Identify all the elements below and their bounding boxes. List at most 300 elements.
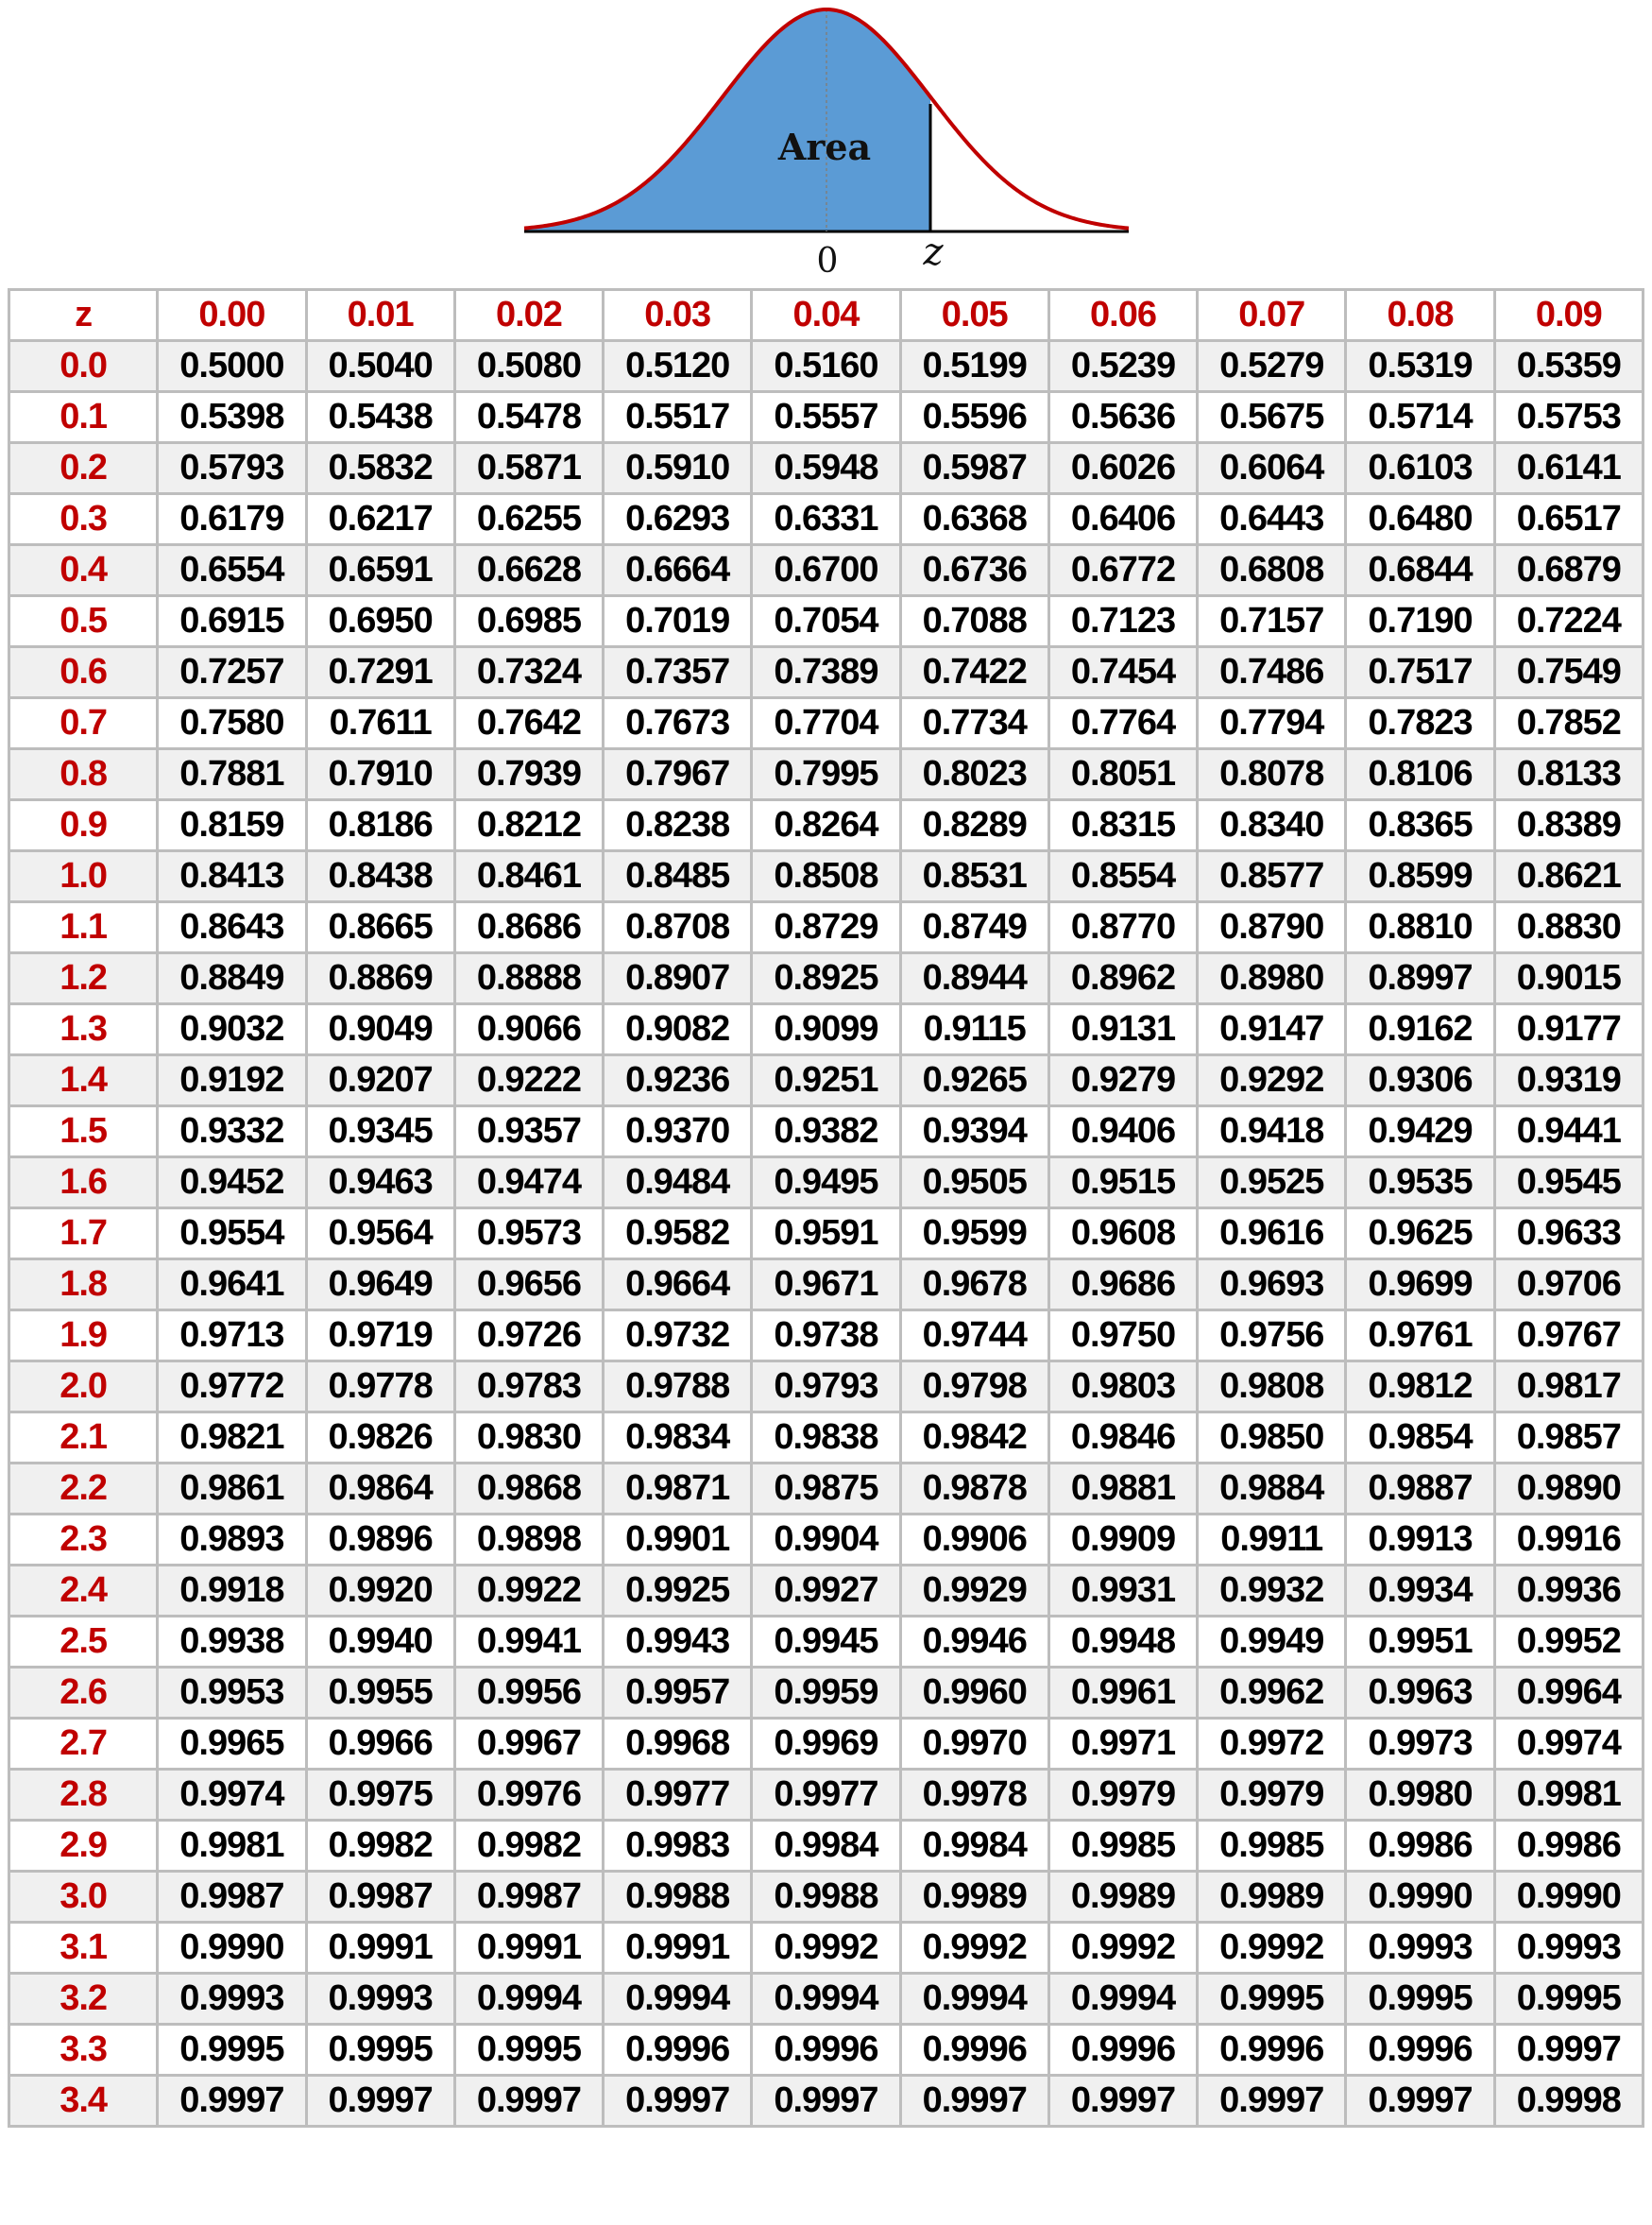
table-cell: 0.6179: [158, 494, 306, 545]
table-cell: 0.9997: [604, 2076, 752, 2127]
table-cell: 0.9965: [158, 1719, 306, 1770]
table-cell: 0.9949: [1198, 1617, 1346, 1668]
table-cell: 0.8365: [1346, 800, 1494, 851]
table-row: [9, 1310, 1643, 1361]
table-cell: 0.9744: [900, 1310, 1048, 1361]
table-cell: 0.8159: [158, 800, 306, 851]
table-cell: 0.6772: [1048, 545, 1197, 596]
table-cell: 0.9994: [752, 1974, 900, 2025]
table-cell: 0.9756: [1198, 1310, 1346, 1361]
table-cell: 0.9834: [604, 1412, 752, 1463]
table-cell: 0.9726: [454, 1310, 603, 1361]
row-z-label: 2.7: [9, 1719, 158, 1770]
row-z-label: 1.2: [9, 953, 158, 1004]
table-cell: 0.7123: [1048, 596, 1197, 647]
table-cell: 0.9995: [1198, 1974, 1346, 2025]
table-cell: 0.8485: [604, 851, 752, 902]
table-cell: 0.9931: [1048, 1566, 1197, 1617]
header-col: 0.06: [1048, 290, 1197, 341]
table-row: [9, 2076, 1643, 2127]
table-cell: 0.5199: [900, 341, 1048, 392]
table-cell: 0.6141: [1494, 443, 1643, 494]
table-cell: 0.6064: [1198, 443, 1346, 494]
row-z-label: 3.1: [9, 1923, 158, 1974]
table-cell: 0.9616: [1198, 1208, 1346, 1259]
table-cell: 0.9996: [1346, 2025, 1494, 2076]
table-cell: 0.9641: [158, 1259, 306, 1310]
table-cell: 0.6879: [1494, 545, 1643, 596]
table-cell: 0.9996: [1198, 2025, 1346, 2076]
table-cell: 0.8023: [900, 749, 1048, 800]
table-cell: 0.9990: [1346, 1872, 1494, 1923]
table-cell: 0.9994: [900, 1974, 1048, 2025]
table-cell: 0.8643: [158, 902, 306, 953]
table-cell: 0.9893: [158, 1515, 306, 1566]
table-cell: 0.8790: [1198, 902, 1346, 953]
table-cell: 0.9821: [158, 1412, 306, 1463]
table-cell: 0.9984: [752, 1821, 900, 1872]
table-cell: 0.6808: [1198, 545, 1346, 596]
table-cell: 0.8925: [752, 953, 900, 1004]
table-cell: 0.9909: [1048, 1515, 1197, 1566]
header-col: 0.04: [752, 290, 900, 341]
table-cell: 0.9474: [454, 1157, 603, 1208]
table-cell: 0.9901: [604, 1515, 752, 1566]
table-cell: 0.5832: [306, 443, 454, 494]
table-cell: 0.6406: [1048, 494, 1197, 545]
table-cell: 0.9656: [454, 1259, 603, 1310]
table-cell: 0.9319: [1494, 1055, 1643, 1106]
table-cell: 0.9871: [604, 1463, 752, 1515]
table-cell: 0.9985: [1048, 1821, 1197, 1872]
table-cell: 0.9964: [1494, 1668, 1643, 1719]
table-cell: 0.9066: [454, 1004, 603, 1055]
table-cell: 0.8708: [604, 902, 752, 953]
table-cell: 0.5080: [454, 341, 603, 392]
table-cell: 0.6844: [1346, 545, 1494, 596]
table-cell: 0.5160: [752, 341, 900, 392]
table-row: [9, 647, 1643, 698]
table-cell: 0.9997: [306, 2076, 454, 2127]
table-cell: 0.7967: [604, 749, 752, 800]
table-cell: 0.6950: [306, 596, 454, 647]
table-cell: 0.9671: [752, 1259, 900, 1310]
table-cell: 0.9582: [604, 1208, 752, 1259]
table-cell: 0.7389: [752, 647, 900, 698]
row-z-label: 0.5: [9, 596, 158, 647]
table-row: [9, 1770, 1643, 1821]
table-cell: 0.7734: [900, 698, 1048, 749]
table-cell: 0.9945: [752, 1617, 900, 1668]
table-cell: 0.9778: [306, 1361, 454, 1412]
table-cell: 0.9988: [752, 1872, 900, 1923]
table-cell: 0.5120: [604, 341, 752, 392]
table-cell: 0.9959: [752, 1668, 900, 1719]
table-cell: 0.5948: [752, 443, 900, 494]
table-cell: 0.9292: [1198, 1055, 1346, 1106]
row-z-label: 3.2: [9, 1974, 158, 2025]
row-z-label: 2.9: [9, 1821, 158, 1872]
table-cell: 0.9192: [158, 1055, 306, 1106]
table-cell: 0.9686: [1048, 1259, 1197, 1310]
table-cell: 0.7852: [1494, 698, 1643, 749]
table-cell: 0.9896: [306, 1515, 454, 1566]
table-cell: 0.6443: [1198, 494, 1346, 545]
table-cell: 0.9713: [158, 1310, 306, 1361]
row-z-label: 0.8: [9, 749, 158, 800]
table-cell: 0.9989: [1048, 1872, 1197, 1923]
table-cell: 0.7157: [1198, 596, 1346, 647]
table-cell: 0.9981: [1494, 1770, 1643, 1821]
table-cell: 0.8770: [1048, 902, 1197, 953]
table-cell: 0.9916: [1494, 1515, 1643, 1566]
row-z-label: 0.3: [9, 494, 158, 545]
table-cell: 0.5596: [900, 392, 1048, 443]
table-cell: 0.7190: [1346, 596, 1494, 647]
table-cell: 0.9995: [454, 2025, 603, 2076]
table-cell: 0.9452: [158, 1157, 306, 1208]
row-z-label: 1.9: [9, 1310, 158, 1361]
table-cell: 0.9995: [306, 2025, 454, 2076]
table-cell: 0.9719: [306, 1310, 454, 1361]
row-z-label: 1.0: [9, 851, 158, 902]
table-cell: 0.9838: [752, 1412, 900, 1463]
table-cell: 0.9925: [604, 1566, 752, 1617]
table-cell: 0.8340: [1198, 800, 1346, 851]
table-cell: 0.9993: [1346, 1923, 1494, 1974]
table-cell: 0.5557: [752, 392, 900, 443]
table-cell: 0.6517: [1494, 494, 1643, 545]
table-cell: 0.9974: [158, 1770, 306, 1821]
table-cell: 0.9956: [454, 1668, 603, 1719]
table-row: [9, 341, 1643, 392]
table-cell: 0.9974: [1494, 1719, 1643, 1770]
table-cell: 0.9826: [306, 1412, 454, 1463]
table-cell: 0.8729: [752, 902, 900, 953]
table-cell: 0.9878: [900, 1463, 1048, 1515]
table-cell: 0.8849: [158, 953, 306, 1004]
table-cell: 0.9995: [158, 2025, 306, 2076]
table-cell: 0.9788: [604, 1361, 752, 1412]
table-row: [9, 1668, 1643, 1719]
table-cell: 0.9927: [752, 1566, 900, 1617]
table-cell: 0.9994: [604, 1974, 752, 2025]
row-z-label: 0.1: [9, 392, 158, 443]
table-cell: 0.8749: [900, 902, 1048, 953]
table-cell: 0.9049: [306, 1004, 454, 1055]
table-cell: 0.9803: [1048, 1361, 1197, 1412]
table-cell: 0.5319: [1346, 341, 1494, 392]
table-cell: 0.9265: [900, 1055, 1048, 1106]
table-row: [9, 902, 1643, 953]
table-cell: 0.8686: [454, 902, 603, 953]
table-cell: 0.9979: [1198, 1770, 1346, 1821]
header-row: [9, 290, 1643, 341]
table-row: [9, 1412, 1643, 1463]
table-cell: 0.5636: [1048, 392, 1197, 443]
table-row: [9, 1004, 1643, 1055]
table-cell: 0.9608: [1048, 1208, 1197, 1259]
table-cell: 0.9941: [454, 1617, 603, 1668]
table-row: [9, 698, 1643, 749]
table-cell: 0.9977: [752, 1770, 900, 1821]
table-cell: 0.9898: [454, 1515, 603, 1566]
table-cell: 0.9032: [158, 1004, 306, 1055]
table-cell: 0.9993: [306, 1974, 454, 2025]
table-cell: 0.9997: [454, 2076, 603, 2127]
row-z-label: 2.3: [9, 1515, 158, 1566]
table-cell: 0.8212: [454, 800, 603, 851]
table-cell: 0.9525: [1198, 1157, 1346, 1208]
table-row: [9, 1923, 1643, 1974]
table-cell: 0.7054: [752, 596, 900, 647]
row-z-label: 0.6: [9, 647, 158, 698]
row-z-label: 2.1: [9, 1412, 158, 1463]
table-cell: 0.7357: [604, 647, 752, 698]
table-cell: 0.9957: [604, 1668, 752, 1719]
row-z-label: 2.8: [9, 1770, 158, 1821]
table-cell: 0.9406: [1048, 1106, 1197, 1157]
table-cell: 0.9990: [1494, 1872, 1643, 1923]
table-cell: 0.9554: [158, 1208, 306, 1259]
table-cell: 0.8888: [454, 953, 603, 1004]
table-cell: 0.5478: [454, 392, 603, 443]
table-cell: 0.9987: [306, 1872, 454, 1923]
row-z-label: 1.6: [9, 1157, 158, 1208]
table-row: [9, 851, 1643, 902]
table-cell: 0.5517: [604, 392, 752, 443]
table-cell: 0.7704: [752, 698, 900, 749]
table-cell: 0.8508: [752, 851, 900, 902]
table-row: [9, 749, 1643, 800]
table-cell: 0.9983: [604, 1821, 752, 1872]
table-row: [9, 1157, 1643, 1208]
header-col: 0.01: [306, 290, 454, 341]
table-cell: 0.5398: [158, 392, 306, 443]
table-cell: 0.9236: [604, 1055, 752, 1106]
header-col: 0.09: [1494, 290, 1643, 341]
table-cell: 0.9484: [604, 1157, 752, 1208]
header-z: z: [9, 290, 158, 341]
table-cell: 0.7642: [454, 698, 603, 749]
table-cell: 0.9988: [604, 1872, 752, 1923]
table-cell: 0.9987: [158, 1872, 306, 1923]
table-cell: 0.7881: [158, 749, 306, 800]
table-cell: 0.9968: [604, 1719, 752, 1770]
table-cell: 0.7019: [604, 596, 752, 647]
table-cell: 0.6628: [454, 545, 603, 596]
table-body: [9, 341, 1643, 2127]
table-cell: 0.9207: [306, 1055, 454, 1106]
table-cell: 0.9936: [1494, 1566, 1643, 1617]
table-cell: 0.7454: [1048, 647, 1197, 698]
table-cell: 0.8389: [1494, 800, 1643, 851]
table-cell: 0.9977: [604, 1770, 752, 1821]
table-cell: 0.9997: [1346, 2076, 1494, 2127]
table-cell: 0.7939: [454, 749, 603, 800]
table-cell: 0.9545: [1494, 1157, 1643, 1208]
table-cell: 0.9357: [454, 1106, 603, 1157]
table-row: [9, 1821, 1643, 1872]
table-cell: 0.9934: [1346, 1566, 1494, 1617]
table-cell: 0.7088: [900, 596, 1048, 647]
table-cell: 0.9955: [306, 1668, 454, 1719]
table-cell: 0.9699: [1346, 1259, 1494, 1310]
table-row: [9, 1106, 1643, 1157]
table-cell: 0.9997: [1198, 2076, 1346, 2127]
table-cell: 0.9649: [306, 1259, 454, 1310]
table-cell: 0.9963: [1346, 1668, 1494, 1719]
table-cell: 0.9857: [1494, 1412, 1643, 1463]
z-label: z: [923, 231, 944, 274]
table-cell: 0.9929: [900, 1566, 1048, 1617]
table-cell: 0.9830: [454, 1412, 603, 1463]
table-row: [9, 1974, 1643, 2025]
table-cell: 0.8869: [306, 953, 454, 1004]
table-cell: 0.9861: [158, 1463, 306, 1515]
table-cell: 0.9772: [158, 1361, 306, 1412]
table-row: [9, 545, 1643, 596]
table-row: [9, 1719, 1643, 1770]
table-cell: 0.5910: [604, 443, 752, 494]
table-cell: 0.9984: [900, 1821, 1048, 1872]
table-cell: 0.7324: [454, 647, 603, 698]
table-cell: 0.9693: [1198, 1259, 1346, 1310]
table-cell: 0.9906: [900, 1515, 1048, 1566]
row-z-label: 1.8: [9, 1259, 158, 1310]
table-cell: 0.8413: [158, 851, 306, 902]
table-cell: 0.6480: [1346, 494, 1494, 545]
table-cell: 0.5793: [158, 443, 306, 494]
table-row: [9, 596, 1643, 647]
table-cell: 0.9599: [900, 1208, 1048, 1259]
table-cell: 0.8238: [604, 800, 752, 851]
table-cell: 0.7580: [158, 698, 306, 749]
table-cell: 0.9951: [1346, 1617, 1494, 1668]
table-cell: 0.9938: [158, 1617, 306, 1668]
table-cell: 0.9418: [1198, 1106, 1346, 1157]
row-z-label: 2.6: [9, 1668, 158, 1719]
table-row: [9, 2025, 1643, 2076]
table-row: [9, 494, 1643, 545]
table-cell: 0.8531: [900, 851, 1048, 902]
table-cell: 0.9382: [752, 1106, 900, 1157]
table-row: [9, 953, 1643, 1004]
table-cell: 0.7486: [1198, 647, 1346, 698]
table-cell: 0.9732: [604, 1310, 752, 1361]
table-cell: 0.9495: [752, 1157, 900, 1208]
table-cell: 0.8907: [604, 953, 752, 1004]
table-cell: 0.9986: [1346, 1821, 1494, 1872]
table-cell: 0.9842: [900, 1412, 1048, 1463]
table-cell: 0.9960: [900, 1668, 1048, 1719]
table-cell: 0.9946: [900, 1617, 1048, 1668]
table-cell: 0.9995: [1346, 1974, 1494, 2025]
table-row: [9, 1515, 1643, 1566]
header-col: 0.00: [158, 290, 306, 341]
row-z-label: 0.4: [9, 545, 158, 596]
table-cell: 0.5753: [1494, 392, 1643, 443]
table-cell: 0.9131: [1048, 1004, 1197, 1055]
table-cell: 0.5871: [454, 443, 603, 494]
table-cell: 0.9967: [454, 1719, 603, 1770]
table-cell: 0.9162: [1346, 1004, 1494, 1055]
table-cell: 0.8621: [1494, 851, 1643, 902]
table-cell: 0.7673: [604, 698, 752, 749]
table-cell: 0.9441: [1494, 1106, 1643, 1157]
table-cell: 0.9147: [1198, 1004, 1346, 1055]
table-cell: 0.9997: [1494, 2025, 1643, 2076]
table-cell: 0.9982: [454, 1821, 603, 1872]
table-cell: 0.9678: [900, 1259, 1048, 1310]
table-cell: 0.9996: [604, 2025, 752, 2076]
table-cell: 0.9890: [1494, 1463, 1643, 1515]
table-cell: 0.9913: [1346, 1515, 1494, 1566]
row-z-label: 0.7: [9, 698, 158, 749]
table-row: [9, 1463, 1643, 1515]
table-cell: 0.6591: [306, 545, 454, 596]
table-cell: 0.6217: [306, 494, 454, 545]
table-cell: 0.7910: [306, 749, 454, 800]
table-cell: 0.9979: [1048, 1770, 1197, 1821]
shaded-area: [524, 9, 930, 231]
table-cell: 0.6331: [752, 494, 900, 545]
table-row: [9, 443, 1643, 494]
table-cell: 0.5987: [900, 443, 1048, 494]
table-cell: 0.9953: [158, 1668, 306, 1719]
table-cell: 0.7823: [1346, 698, 1494, 749]
table-cell: 0.9920: [306, 1566, 454, 1617]
row-z-label: 0.0: [9, 341, 158, 392]
table-cell: 0.7549: [1494, 647, 1643, 698]
header-col: 0.05: [900, 290, 1048, 341]
table-cell: 0.9767: [1494, 1310, 1643, 1361]
table-cell: 0.5239: [1048, 341, 1197, 392]
table-cell: 0.9961: [1048, 1668, 1197, 1719]
table-cell: 0.5000: [158, 341, 306, 392]
table-cell: 0.8962: [1048, 953, 1197, 1004]
table-cell: 0.9911: [1198, 1515, 1346, 1566]
table-cell: 0.8810: [1346, 902, 1494, 953]
row-z-label: 1.7: [9, 1208, 158, 1259]
table-cell: 0.9222: [454, 1055, 603, 1106]
table-cell: 0.9633: [1494, 1208, 1643, 1259]
table-row: [9, 1872, 1643, 1923]
table-cell: 0.9975: [306, 1770, 454, 1821]
table-cell: 0.9991: [604, 1923, 752, 1974]
table-cell: 0.8980: [1198, 953, 1346, 1004]
table-cell: 0.6368: [900, 494, 1048, 545]
table-cell: 0.9994: [1048, 1974, 1197, 2025]
table-cell: 0.7995: [752, 749, 900, 800]
table-cell: 0.8289: [900, 800, 1048, 851]
table-cell: 0.9793: [752, 1361, 900, 1412]
table-cell: 0.9332: [158, 1106, 306, 1157]
table-cell: 0.9854: [1346, 1412, 1494, 1463]
row-z-label: 1.4: [9, 1055, 158, 1106]
table-cell: 0.5359: [1494, 341, 1643, 392]
table-cell: 0.9591: [752, 1208, 900, 1259]
z-table: [8, 288, 1644, 2128]
table-cell: 0.9971: [1048, 1719, 1197, 1770]
table-cell: 0.9997: [900, 2076, 1048, 2127]
area-label: Area: [777, 126, 872, 168]
table-cell: 0.9783: [454, 1361, 603, 1412]
table-cell: 0.9993: [1494, 1923, 1643, 1974]
table-cell: 0.5040: [306, 341, 454, 392]
table-cell: 0.5438: [306, 392, 454, 443]
table-row: [9, 800, 1643, 851]
